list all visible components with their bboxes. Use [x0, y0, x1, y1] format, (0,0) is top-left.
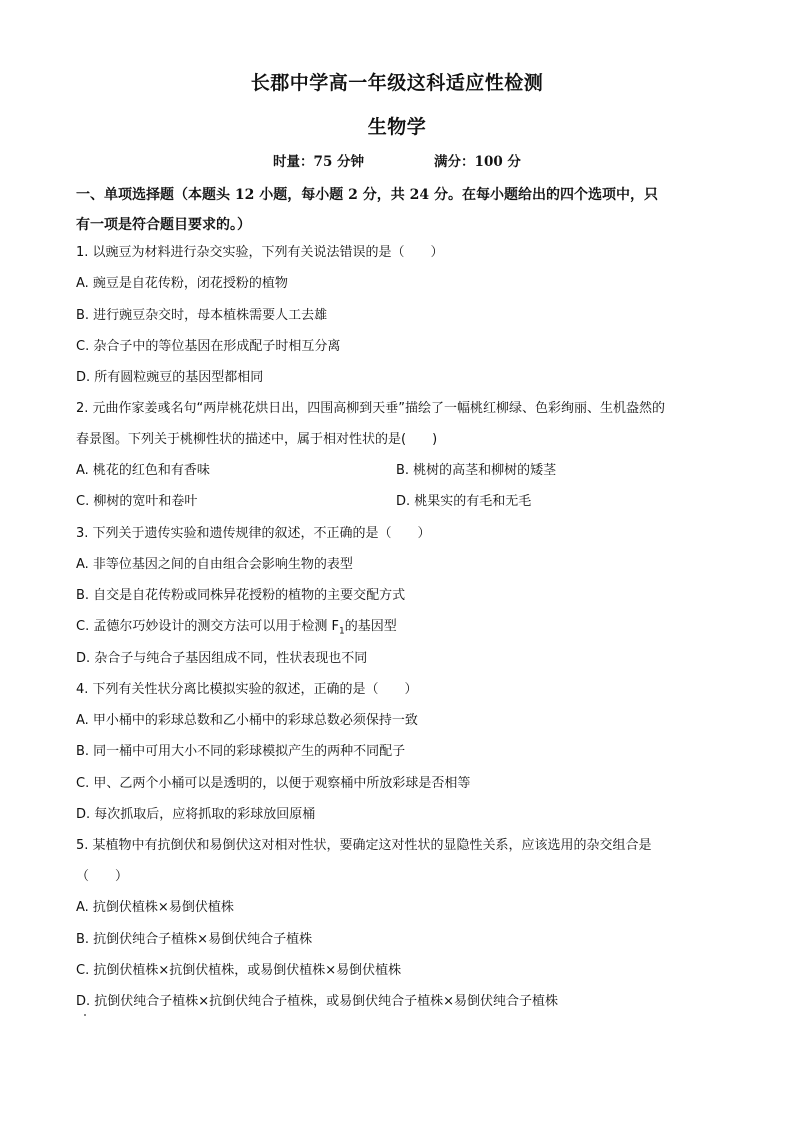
full-score: 满分：100 分: [434, 154, 521, 170]
section-heading: [76, 180, 726, 240]
q3-stem: 3. 下列关于遗传实验和遗传规律的叙述，不正确的是（ ）: [76, 526, 431, 541]
q1-option-a: A. 豌豆是自花传粉，闭花授粉的植物: [76, 276, 288, 291]
q2-stem-line-1: 2. 元曲作家姜彧名句“两岸桃花烘日出，四围高柳到天垂”描绘了一幅桃红柳绿、色彩绚丽、生机盎然的: [76, 401, 666, 416]
time-limit: 时量：75 分钟: [273, 154, 365, 170]
q2-option-d: D. 桃果实的有毛和无毛: [396, 494, 532, 509]
q3-option-c-text: C. 孟德尔巧妙设计的测交方法可以用于检测 F: [76, 619, 339, 634]
q3-option-c-tail: 的基因型: [344, 619, 397, 634]
q4-option-a: A. 甲小桶中的彩球总数和乙小桶中的彩球总数必须保持一致: [76, 713, 418, 728]
q2-options-row-1: [76, 461, 726, 481]
q2-option-a: A. 桃花的红色和有香味: [76, 463, 210, 478]
q5-option-c: C. 抗倒伏植株×抗倒伏植株，或易倒伏植株×易倒伏植株: [76, 963, 402, 978]
q2-option-b: B. 桃树的高茎和柳树的矮茎: [396, 463, 557, 478]
q3-option-c: [76, 617, 726, 642]
q4-stem: 4. 下列有关性状分离比模拟实验的叙述，正确的是（ ）: [76, 682, 418, 697]
q2-options-row-2: [76, 492, 726, 512]
q4-option-b: B. 同一桶中可用大小不同的彩球模拟产生的两种不同配子: [76, 744, 406, 759]
q3-option-d: D. 杂合子与纯合子基因组成不同，性状表现也不同: [76, 651, 368, 666]
section-heading-line-1: 一、单项选择题（本题头 12 小题，每小题 2 分，共 24 分。在每小题给出的四个选项中，只: [76, 187, 658, 203]
q3-option-c-subscript: 1: [338, 626, 345, 637]
q1-option-c: C. 杂合子中的等位基因在形成配子时相互分离: [76, 339, 341, 354]
q5-option-a: A. 抗倒伏植株×易倒伏植株: [76, 900, 234, 915]
exam-meta: [0, 150, 794, 170]
q5-option-b: B. 抗倒伏纯合子植株×易倒伏纯合子植株: [76, 932, 313, 947]
q2-option-c: C. 柳树的宽叶和卷叶: [76, 494, 198, 509]
q5-stem-line-1: 5. 某植物中有抗倒伏和易倒伏这对相对性状，要确定这对性状的显隐性关系，应该选用的杂交组合是: [76, 838, 652, 853]
q5-option-d: D. 抗倒伏纯合子植株×抗倒伏纯合子植株，或易倒伏纯合子植株×易倒伏纯合子植株: [76, 994, 559, 1009]
q1-option-d: D. 所有圆粒豌豆的基因型都相同: [76, 370, 264, 385]
exam-title: 长郡中学高一年级这科适应性检测: [250, 72, 544, 94]
subject-title: 生物学: [367, 116, 427, 138]
q2-stem-line-2: 春景图。下列关于桃柳性状的描述中，属于相对性状的是( ): [76, 432, 438, 447]
section-heading-line-2: 有一项是符合题目要求的。）: [76, 217, 251, 233]
q3-option-a: A. 非等位基因之间的自由组合会影响生物的表型: [76, 557, 353, 572]
q4-option-c: C. 甲、乙两个小桶可以是透明的，以便于观察桶中所放彩球是否相等: [76, 776, 471, 791]
q3-option-b: B. 自交是自花传粉或同株异花授粉的植物的主要交配方式: [76, 588, 406, 603]
q5-stem-line-2: （ ）: [76, 869, 129, 884]
q4-option-d: D. 每次抓取后，应将抓取的彩球放回原桶: [76, 807, 316, 822]
scan-dot: [84, 1014, 86, 1016]
q1-stem: 1. 以豌豆为材料进行杂交实验，下列有关说法错误的是（ ）: [76, 245, 444, 260]
q1-option-b: B. 进行豌豆杂交时，母本植株需要人工去雄: [76, 308, 328, 323]
